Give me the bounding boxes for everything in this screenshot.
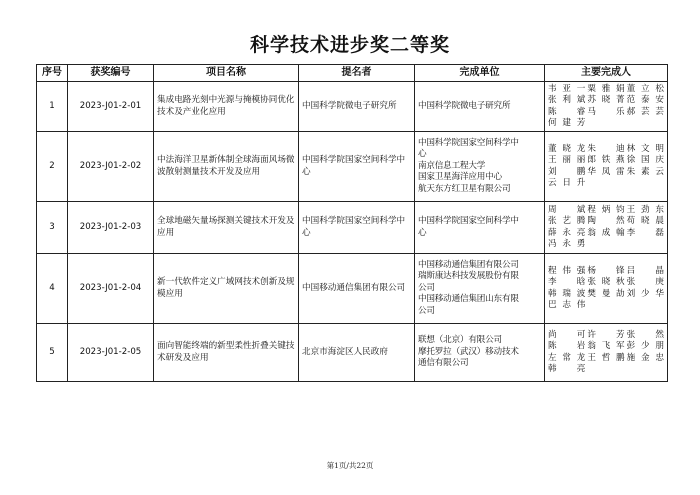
header-nominator: 提名者 <box>299 65 415 82</box>
awards-table <box>36 64 668 382</box>
person-name: 彭少朋 <box>626 341 664 351</box>
cell-people <box>545 82 668 132</box>
person-name: 张艺腾 <box>548 216 586 226</box>
person-name: 粟雅娟 <box>587 83 625 94</box>
cell-seq: 1 <box>37 82 68 132</box>
cell-seq: 5 <box>37 324 68 382</box>
person-name: 左常龙 <box>548 352 586 363</box>
table-row <box>37 254 668 324</box>
person-name: 翁成翰 <box>587 227 625 238</box>
person-name: 程炳钧 <box>587 204 625 215</box>
person-name: 董立松 <box>626 83 664 94</box>
unit-line: 公司 <box>418 282 435 293</box>
person-name: 王哲鹏 <box>587 352 625 363</box>
table-row <box>37 132 668 202</box>
header-people: 主要完成人 <box>545 65 668 82</box>
cell-seq: 2 <box>37 132 68 202</box>
person-name: 尚可 <box>548 329 586 340</box>
unit-line: 公司 <box>418 305 435 316</box>
person-name: 王丽丽 <box>548 155 586 165</box>
cell-people <box>545 132 668 202</box>
page-title: 科学技术进步奖二等奖 <box>249 34 450 56</box>
person-name: 刘鹏 <box>548 166 586 177</box>
person-name: 薛永亮 <box>548 227 586 238</box>
cell-project-name: 面向智能终端的新型柔性折叠关键技术研发及应用 <box>154 324 299 382</box>
unit-line: 心 <box>418 227 427 238</box>
cell-award-no: 2023-J01-2-03 <box>68 202 154 254</box>
person-name: 陈岩 <box>548 341 586 351</box>
person-name: 苏晓菁 <box>587 95 625 105</box>
person-name: 张然 <box>626 329 664 340</box>
person-name: 郝芸芸 <box>626 106 664 117</box>
unit-line: 中国移动通信集团有限公司 <box>418 259 519 270</box>
unit-line: 通信有限公司 <box>418 358 469 369</box>
table-row <box>37 82 668 132</box>
person-name: 林文明 <box>626 143 664 154</box>
cell-people <box>545 324 668 382</box>
person-name: 王劲东 <box>626 204 664 215</box>
unit-line: 国家卫星海洋应用中心 <box>418 172 502 183</box>
person-name: 李晗 <box>548 277 586 287</box>
person-name: 华凤雷 <box>587 166 625 177</box>
cell-award-no: 2023-J01-2-01 <box>68 82 154 132</box>
person-name: 巴志伟 <box>548 300 586 310</box>
cell-project-name: 中法海洋卫星新体制全球海面风场微波散射测量技术开发及应用 <box>154 132 299 202</box>
person-name: 韩亮 <box>548 364 586 374</box>
cell-project-name: 集成电路光刻中光源与掩模协同优化技术及产业化应用 <box>154 82 299 132</box>
person-name: 韦亚一 <box>548 83 586 94</box>
header-units: 完成单位 <box>415 65 545 82</box>
cell-award-no: 2023-J01-2-04 <box>68 254 154 324</box>
cell-units <box>415 132 545 202</box>
cell-award-no: 2023-J01-2-02 <box>68 132 154 202</box>
person-name: 翁飞军 <box>587 341 625 351</box>
person-name: 徐国庆 <box>626 155 664 165</box>
person-name: 陶然 <box>587 216 625 226</box>
table-row <box>37 324 668 382</box>
unit-line: 摩托罗拉（武汉）移动技术 <box>418 346 519 357</box>
person-name: 刘少华 <box>626 288 664 299</box>
header-award-no: 获奖编号 <box>68 65 154 82</box>
cell-units <box>415 82 545 132</box>
person-name: 杨锋 <box>587 265 625 276</box>
person-name: 朱素云 <box>626 166 664 177</box>
person-name: 张利斌 <box>548 95 586 105</box>
cell-nominator: 中国科学院微电子研究所 <box>299 82 415 132</box>
unit-line: 中国科学院微电子研究所 <box>418 100 511 111</box>
header-row <box>37 65 668 82</box>
page-footer: 第1页/共22页 <box>326 461 374 470</box>
unit-line: 南京信息工程大学 <box>418 160 486 171</box>
cell-units <box>415 202 545 254</box>
person-name: 何建芳 <box>548 118 586 128</box>
header-project-name: 项目名称 <box>154 65 299 82</box>
person-name: 云日升 <box>548 178 586 188</box>
person-name: 张庚 <box>626 277 664 287</box>
person-name: 施金忠 <box>626 352 664 363</box>
cell-seq: 4 <box>37 254 68 324</box>
cell-nominator: 北京市海淀区人民政府 <box>299 324 415 382</box>
cell-seq: 3 <box>37 202 68 254</box>
cell-nominator: 中国科学院国家空间科学中心 <box>299 132 415 202</box>
cell-people <box>545 202 668 254</box>
cell-people <box>545 254 668 324</box>
table-row <box>37 202 668 254</box>
person-name: 马乐 <box>587 106 625 117</box>
person-name: 程伟强 <box>548 265 586 276</box>
unit-line: 瑞斯康达科技发展股份有限 <box>418 271 519 282</box>
unit-line: 航天东方红卫星有限公司 <box>418 183 511 194</box>
cell-award-no: 2023-J01-2-05 <box>68 324 154 382</box>
person-name: 李磊 <box>626 227 664 238</box>
cell-nominator: 中国科学院国家空间科学中心 <box>299 202 415 254</box>
cell-project-name: 全球地磁矢量场探测关键技术开发及应用 <box>154 202 299 254</box>
unit-line: 中国移动通信集团山东有限 <box>418 294 519 305</box>
person-name: 朱迪 <box>587 143 625 154</box>
person-name: 郎铁燕 <box>587 155 625 165</box>
cell-units <box>415 254 545 324</box>
person-name: 范泰安 <box>626 95 664 105</box>
person-name: 董晓龙 <box>548 143 586 154</box>
cell-units <box>415 324 545 382</box>
person-name: 陈睿 <box>548 106 586 117</box>
person-name: 张晓秋 <box>587 277 625 287</box>
person-name: 周斌 <box>548 204 586 215</box>
unit-line: 心 <box>418 149 427 160</box>
person-name: 樊曼劼 <box>587 288 625 299</box>
header-seq: 序号 <box>37 65 68 82</box>
person-name: 许芳 <box>587 329 625 340</box>
unit-line: 中国科学院国家空间科学中 <box>418 216 519 226</box>
unit-line: 中国科学院国家空间科学中 <box>418 137 519 148</box>
person-name: 冯永勇 <box>548 239 586 249</box>
cell-project-name: 新一代软件定义广域网技术创新及规模应用 <box>154 254 299 324</box>
unit-line: 联想（北京）有限公司 <box>418 335 502 346</box>
person-name: 吕晶 <box>626 265 664 276</box>
person-name: 韩瑞波 <box>548 288 586 299</box>
cell-nominator: 中国移动通信集团有限公司 <box>299 254 415 324</box>
person-name: 苟晓晨 <box>626 216 664 226</box>
